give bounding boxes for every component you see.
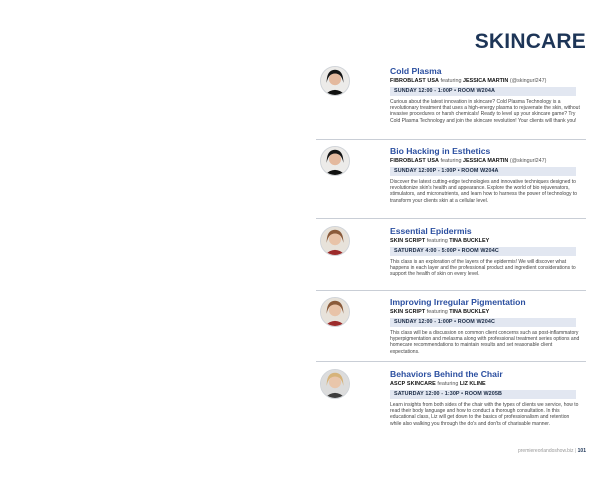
presenter-photo [320, 297, 350, 327]
featuring-label: featuring [426, 237, 448, 244]
session-title: Improving Irregular Pigmentation [390, 297, 526, 307]
divider [316, 218, 586, 219]
session-description: Curious about the latest innovation in skincare? Cold Plasma Technology is a revolutionary treatment that uses a high-energy plasma to rejuvenate the skin, without invasive procedures or harsh chemicals! Ready to level up your skincare game? Try Cold Plasma Technology and join the skincare revolution! Your clients will thank you! [390, 98, 580, 124]
featuring-label: featuring [440, 77, 462, 84]
session-description: This class is an exploration of the layers of the epidermis! We will discover what happens in each layer and the professional product and ingredient considerations to support the health of skin on every level. [390, 258, 576, 278]
presenter-name: LIZ KLINE [459, 380, 486, 387]
presenter-photo [320, 66, 350, 96]
session-essential-epidermis [390, 226, 582, 278]
session-brand-line [390, 78, 582, 85]
divider [316, 290, 586, 291]
session-brand-line [390, 238, 582, 245]
brand-name: ASCP SKINCARE [390, 380, 436, 387]
presenter-photo [320, 369, 350, 399]
presenter-handle: (@skingurl247) [509, 157, 547, 164]
session-time: SUNDAY 12:00P - 1:00P • ROOM W204A [390, 167, 576, 176]
page-title: SKINCARE [474, 30, 586, 53]
brand-name: SKIN SCRIPT [390, 308, 426, 315]
session-bio-hacking [390, 146, 582, 204]
presenter-name: JESSICA MARTIN [463, 77, 509, 84]
brand-name: SKIN SCRIPT [390, 237, 426, 244]
session-behaviors-behind-chair [390, 369, 582, 427]
presenter-name: TINA BUCKLEY [449, 237, 490, 244]
session-description: Discover the latest cutting-edge technologies and innovative techniques designed to revolutionize skin's health and appearance. Explore the world of bio rejuvenators, stimulators, and micronutrients, and learn how to harness the power of technology to transform your clients skin at a cellular level. [390, 178, 578, 204]
session-title: Cold Plasma [390, 66, 442, 76]
presenter-name: JESSICA MARTIN [463, 157, 509, 164]
session-title: Bio Hacking in Esthetics [390, 146, 491, 156]
session-description: Learn insights from both sides of the chair with the types of clients we service, how to read their body language and how to conduct a thorough consultation. In this educational class, Liz will get down to the basics of professionalism and retention while also walking you through the do's and don'ts of charisable manner. [390, 401, 579, 427]
session-description: This class will be a discussion on common client concerns such as post-inflammatory hyperpigmentation and melasma along with professional treatment series options and homecare recommendations to maintain results and set reasonable client expectations. [390, 329, 580, 355]
divider [316, 361, 586, 362]
session-time: SATURDAY 12:00 - 1:30P • ROOM W205B [390, 390, 576, 399]
brand-name: FIBROBLAST USA [390, 157, 440, 164]
presenter-photo [320, 226, 350, 256]
session-title: Essential Epidermis [390, 226, 472, 236]
session-brand-line [390, 158, 582, 165]
session-brand-line [390, 381, 582, 388]
session-cold-plasma [390, 66, 582, 124]
featuring-label: featuring [437, 380, 459, 387]
featuring-label: featuring [426, 308, 448, 315]
presenter-name: TINA BUCKLEY [449, 308, 490, 315]
session-time: SATURDAY 4:00 - 5:00P • ROOM W204C [390, 247, 576, 256]
session-time: SUNDAY 12:00 - 1:00P • ROOM W204C [390, 318, 576, 327]
session-brand-line [390, 309, 582, 316]
website-url: premiereorlandoshow.biz [517, 448, 574, 454]
session-irregular-pigmentation [390, 297, 582, 355]
presenter-photo [320, 146, 350, 176]
session-time: SUNDAY 12:00 - 1:00P • ROOM W204A [390, 87, 576, 96]
page-number: 101 [577, 448, 586, 454]
featuring-label: featuring [440, 157, 462, 164]
page-footer: premiereorlandoshow.biz | 101 [517, 448, 586, 454]
brand-name: FIBROBLAST USA [390, 77, 440, 84]
session-title: Behaviors Behind the Chair [390, 369, 503, 379]
divider [316, 139, 586, 140]
presenter-handle: (@skingurl247) [509, 77, 547, 84]
